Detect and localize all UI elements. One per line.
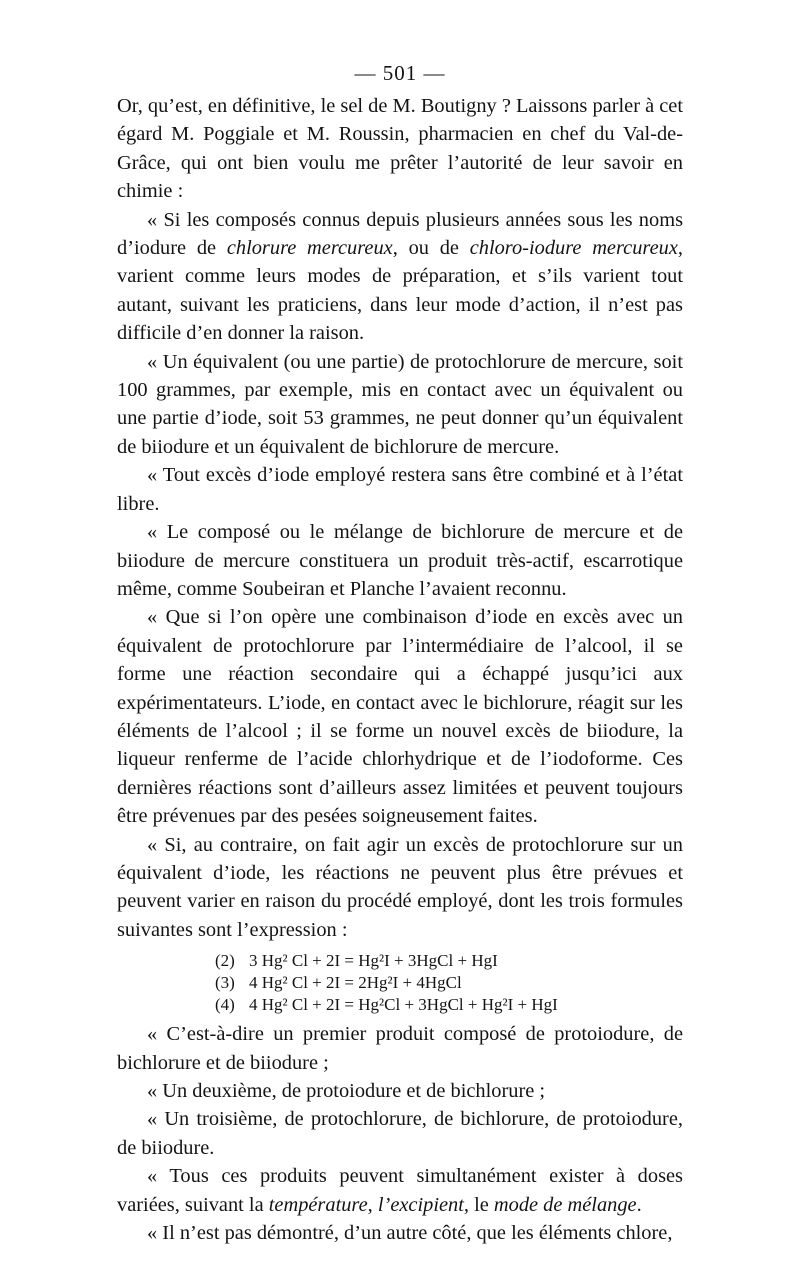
page-number: — 501 — — [354, 61, 446, 85]
paragraph — [117, 603, 683, 830]
paragraph — [117, 461, 683, 518]
formula-number: (4) — [215, 995, 235, 1015]
formula-block — [215, 950, 683, 1016]
document-page — [117, 58, 683, 1247]
formula-row — [215, 950, 683, 972]
formula-number: (3) — [215, 973, 235, 993]
text-run: « Tous ces produits peuvent simultanément exister à doses variées, suivant la — [117, 1165, 683, 1216]
formula-row — [215, 994, 683, 1016]
paragraph — [117, 1105, 683, 1162]
text-body-before-formulas — [117, 92, 683, 944]
paragraph — [117, 1077, 683, 1105]
text-run: , le — [463, 1193, 494, 1216]
paragraph — [117, 1020, 683, 1077]
text-run: , — [367, 1193, 378, 1216]
text-run: Or, qu’est, en définitive, le sel de M. Boutigny ? Laissons parler à cet égard M. Poggiale et M. Roussin, pharmacien en chef du Val-de-Grâce, qui ont bien voulu me prêter l’autorité de leur savoir en chimie : — [117, 95, 683, 203]
italic-text: chlorure mercureux — [226, 237, 393, 260]
formula-equation: 4 Hg² Cl + 2I = 2Hg²I + 4HgCl — [249, 973, 462, 993]
text-run: « Un équivalent (ou une partie) de protochlorure de mercure, soit 100 grammes, par exemple, mis en contact avec un équivalent ou une partie d’iode, soit 53 grammes, ne peut donner qu’un équivalent de biiodure et un équivalent de bichlorure de mercure. — [117, 350, 683, 458]
paragraph — [117, 518, 683, 603]
italic-text: température — [268, 1193, 368, 1216]
paragraph — [117, 1162, 683, 1219]
text-run: « Le composé ou le mélange de bichlorure de mercure et de biiodure de mercure constituera un produit très-actif, escarrotique même, comme Soubeiran et Planche l’avaient reconnu. — [117, 521, 683, 600]
formula-equation: 4 Hg² Cl + 2I = Hg²Cl + 3HgCl + Hg²I + HgI — [249, 995, 558, 1015]
text-run: « Tout excès d’iode employé restera sans être combiné et à l’état libre. — [117, 464, 683, 515]
formula-equation: 3 Hg² Cl + 2I = Hg²I + 3HgCl + HgI — [249, 951, 498, 971]
text-run: « Que si l’on opère une combinaison d’iode en excès avec un équivalent de protochlorure par l’intermédiaire de l’alcool, il se forme une réaction secondaire qui a échappé jusqu’ici aux expérimentateurs. L’iode, en contact avec le bichlorure, réagit sur les éléments de l’alcool ; il se forme un nouvel excès de biiodure, la liqueur renferme de l’acide chlorhydrique et de l’iodoforme. Ces dernières réactions sont d’ailleurs assez limitées et peuvent toujours être prévenues par des pesées soigneusement faites. — [117, 606, 683, 828]
text-run: « Si les composés connus depuis plusieurs années sous les noms d’iodure de — [117, 208, 683, 260]
text-run: . — [636, 1193, 642, 1216]
paragraph — [117, 1219, 683, 1247]
paragraph — [117, 831, 683, 945]
text-run: , varient comme leurs modes de préparation, et s’ils varient tout autant, suivant les praticiens, dans leur mode d’action, il n’est pas difficile d’en donner la raison. — [117, 237, 683, 345]
text-run: , ou de — [392, 237, 470, 260]
paragraph — [117, 348, 683, 462]
italic-text: mode de mélange — [493, 1193, 637, 1216]
paragraph — [117, 206, 683, 348]
text-run: « Il n’est pas démontré, d’un autre côté, que les éléments chlore, — [147, 1222, 673, 1245]
text-run: « Un troisième, de protochlorure, de bichlorure, de protoiodure, de biiodure. — [117, 1108, 683, 1159]
text-run: « Si, au contraire, on fait agir un excès de protochlorure sur un équivalent d’iode, les réactions ne peuvent plus être prévues et peuvent varier en raison du procédé employé, dont les trois formules suivantes sont l’expression : — [117, 833, 683, 941]
text-run: « Un deuxième, de protoiodure et de bichlorure ; — [147, 1080, 546, 1102]
formula-number: (2) — [215, 951, 235, 971]
text-run: « C’est-à-dire un premier produit composé de protoiodure, de bichlorure et de biiodure ; — [117, 1023, 683, 1074]
formula-row — [215, 972, 683, 994]
text-body-after-formulas — [117, 1020, 683, 1247]
paragraph — [117, 92, 683, 206]
italic-text: chloro-iodure mercureux — [469, 237, 678, 260]
italic-text: l’excipient — [377, 1193, 464, 1216]
